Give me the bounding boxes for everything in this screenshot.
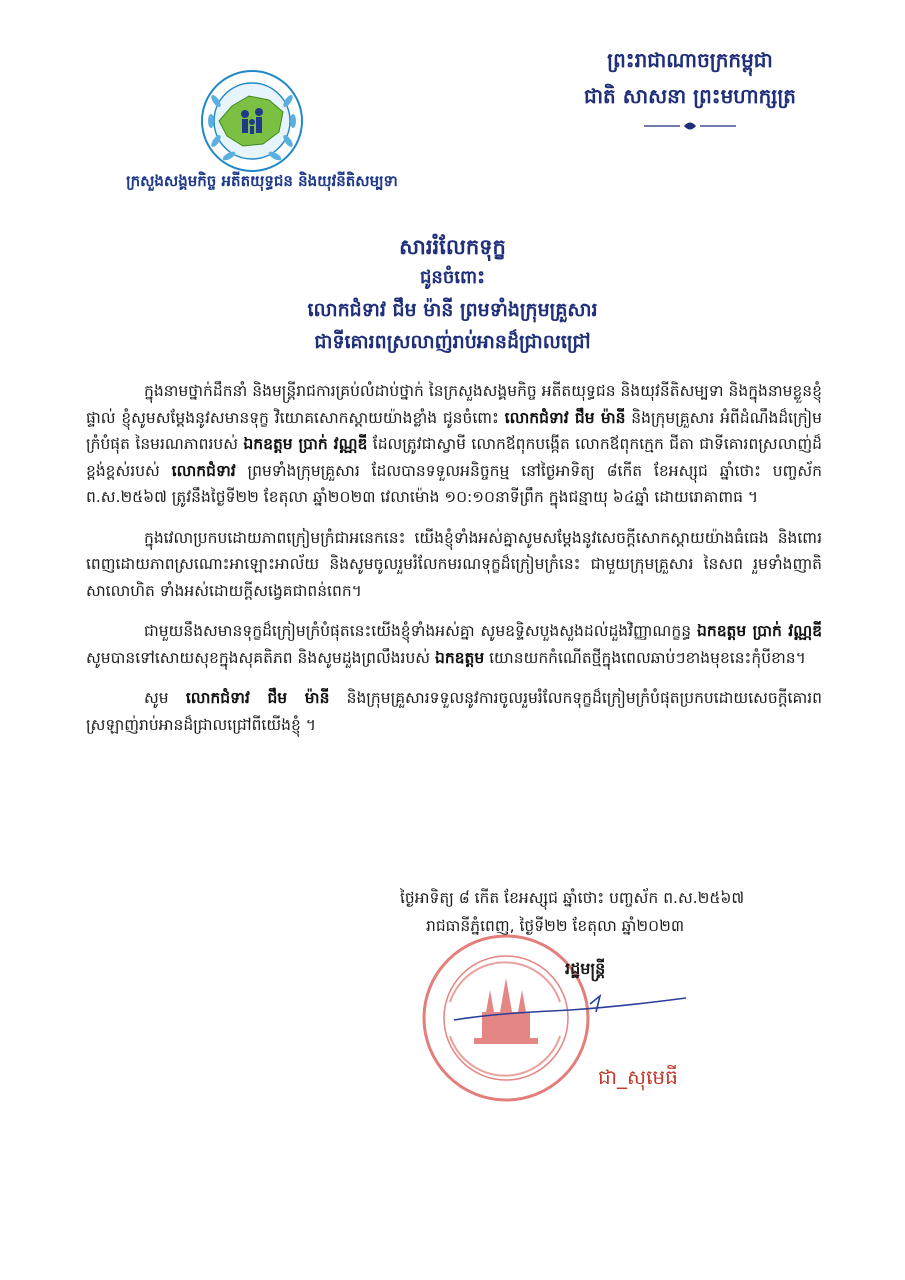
ministry-name: ក្រសួងសង្គមកិច្ច អតីតយុទ្ធជន និងយុវនីតិសម្បទា: [126, 172, 398, 190]
paragraph-text: ក្នុងវេលាប្រកបដោយភាពក្រៀមក្រំជាអនេកនេះ យើងខ្ញុំទាំងអស់គ្នាសូមសម្តែងនូវសេចក្តីសោកស្តាយយ៉ាងធំធេង និងពោរពេញដោយភាពស្រណោះអាឡោះអាល័យ និងសូមចូលរួមរំលែកមរណទុក្ខដ៏ក្រៀមក្រំនេះ ជាមួយក្រុមគ្រួសារ នៃសព រួមទាំងញាតិសាលោហិត ទាំងអស់ដោយក្តីសង្វេគជាពន់ពេក។: [86, 528, 822, 600]
letter-title: សាររំលែកទុក្ខ: [399, 235, 506, 259]
emphasized-name: លោកជំទាវ ជឹម ម៉ានី: [504, 408, 626, 427]
ministry-seal-icon: [197, 66, 307, 176]
emphasized-name: លោកជំទាវ: [171, 461, 236, 480]
lunar-date: ថ្ងៃអាទិត្យ ៨ កើត ខែអស្សុជ ឆ្នាំថោះ បញ្ចស័ក ព.ស.២៥៦៧: [400, 889, 745, 907]
kingdom-line-1: ព្រះរាជាណាចក្រកម្ពុជា: [607, 48, 773, 72]
paragraph-text: សូមបានទៅសោយសុខក្នុងសុគតិភព និងសូមដួងព្រលឹងរបស់: [86, 648, 435, 667]
recipient-line-1: លោកជំទាវ ជឹម ម៉ានី ព្រមទាំងក្រុមគ្រួសារ: [307, 299, 598, 321]
paragraph-text: សូម: [144, 689, 186, 707]
paragraph-text: យោនយកកំណើតថ្មីក្នុងពេលឆាប់ៗខាងមុខនេះកុំបីខាន។: [484, 648, 806, 667]
signer-name: ជា_សុមេធី: [598, 1065, 678, 1089]
paragraph-text: ក្នុងនាមថ្នាក់ដឹកនាំ និងមន្ត្រីរាជការគ្រប់លំដាប់ថ្នាក់ នៃក្រសួងសង្គមកិច្ច អតីតយុទ្ធជន និងយុវនីតិសម្បទា និងក្នុងនាមខ្លួនខ្ញុំផ្ទាល់ ខ្ញុំសូមសម្តែងនូវសមានទុក្ខ វិយោគសោកស្តាយយ៉ាងខ្លាំង ជូនចំពោះ: [86, 382, 822, 427]
emphasized-name: ឯកឧត្តម: [435, 648, 485, 667]
solar-date: រាជធានីភ្នំពេញ, ថ្ងៃទី២២ ខែតុលា ឆ្នាំ២០២៣: [426, 917, 685, 935]
body-paragraph: [86, 685, 822, 738]
recipient-line-2: ជាទីគោរពស្រលាញ់រាប់អានដ៏ជ្រាលជ្រៅ: [314, 331, 591, 353]
letter-body: [86, 378, 822, 752]
paragraph-text: ព្រមទាំងក្រុមគ្រួសារ ដែលបានទទួលអនិច្ចកម្ម នៅថ្ងៃអាទិត្យ ៨កើត ខែអស្សុជ ឆ្នាំថោះ បញ្ចស័ក ព.ស.២៥៦៧ ត្រូវនឹងថ្ងៃទី២២ ខែតុលា ឆ្នាំ២០២៣ វេលាម៉ោង ១០:១០នាទីព្រឹក ក្នុងជន្មាយុ ៦៤ឆ្នាំ ដោយរោគាពាធ ។: [86, 461, 822, 506]
ornament-divider-icon: [640, 118, 740, 132]
body-paragraph: [86, 525, 822, 605]
kingdom-motto: [540, 42, 840, 114]
body-paragraph: [86, 618, 822, 671]
addressed-to: ជូនចំពោះ: [419, 267, 486, 288]
emphasized-name: លោកជំទាវ ជឹម ម៉ានី: [185, 689, 330, 707]
letter-heading: [160, 232, 745, 358]
paragraph-text: និងក្រុមគ្រួសារ អំពីដំណឹងដ៏ក្រៀមក្រំបំផុត នៃមរណភាពរបស់: [86, 408, 823, 453]
emphasized-name: ឯកឧត្តម ប្រាក់ វណ្ណឌី: [243, 435, 368, 453]
paragraph-text: និងក្រុមគ្រួសារទទួលនូវការចូលរួមរំលែកទុក្ខដ៏ក្រៀមក្រំបំផុតប្រកបដោយសេចក្តីគោរពស្រឡាញ់រាប់អានដ៏ជ្រាលជ្រៅពីយើងខ្ញុំ ។: [86, 689, 822, 734]
emphasized-name: ឯកឧត្តម ប្រាក់ វណ្ណឌី: [697, 622, 822, 640]
handwritten-signature-icon: [450, 990, 690, 1030]
paragraph-text: ជាមួយនឹងសមានទុក្ខដ៏ក្រៀមក្រំបំផុតនេះយើងខ្ញុំទាំងអស់គ្នា សូមឧទ្ទិសបួងសួងដល់ដួងវិញ្ញាណក្ខន្ធ: [144, 622, 698, 640]
minister-title: រដ្ឋមន្ត្រី: [565, 959, 606, 978]
body-paragraph: [86, 378, 822, 511]
paragraph-text: ដែលត្រូវជាស្វាមី លោកឪពុកបង្កើត លោកឪពុកក្មេក ជីតា ជាទីគោរពស្រលាញ់ដ៏ខ្ពង់ខ្ពស់របស់: [86, 435, 822, 480]
kingdom-line-2: ជាតិ សាសនា ព្រះមហាក្សត្រ: [584, 84, 796, 108]
